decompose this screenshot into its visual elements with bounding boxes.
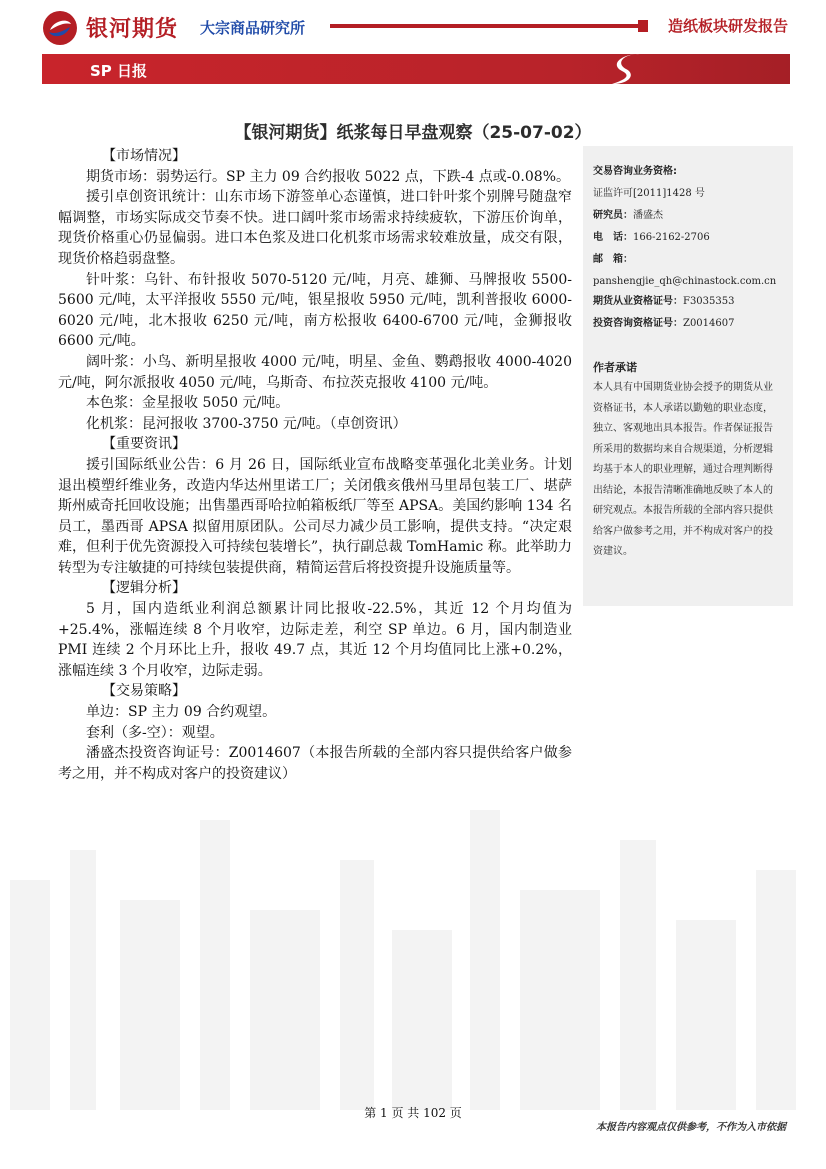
futures-cert-value: F3035353 (683, 296, 735, 307)
paragraph: 针叶浆：乌针、布针报收 5070-5120 元/吨，月亮、雄狮、马牌报收 5500-5600 元/吨，太平洋报收 5550 元/吨，银星报收 5950 元/吨，凯利普报收 6000-6020 元/吨，北木报收 6250 元/吨，南方松报收 6400-6700 元/吨，金狮报收 6600 元/吨。 (58, 271, 572, 350)
header-divider-cap (638, 20, 648, 32)
futures-cert-label: 期货从业资格证号： (593, 296, 683, 307)
invest-cert-value: Z0014607 (683, 318, 735, 329)
qualification-title: 交易咨询业务资格: (593, 166, 677, 177)
page-number: 第 1 页 共 102 页 (364, 1106, 462, 1120)
document-title: 【银河期货】纸浆每日早盘观察（25-07-02） (234, 123, 592, 143)
galaxy-logo-icon (42, 10, 78, 46)
pledge-text: 本人具有中国期货业协会授予的期货从业资格证书，本人承诺以勤勉的职业态度，独立、客观地出具本报告。作者保证报告所采用的数据均来自合规渠道，分析逻辑均基于本人的职业理解，通过合理判断得出结论，本报告清晰准确地反映了本人的研究观点。本报告所载的全部内容只提供给客户做参考之用，并不构成对客户的投资建议。 (593, 382, 773, 557)
invest-cert-row (593, 316, 734, 332)
logo-text: 银河期货 (86, 17, 179, 42)
section-heading-market: 【市场情况】 (102, 148, 186, 164)
researcher-label: 研究员： (593, 210, 633, 221)
header-divider (330, 24, 642, 28)
swoosh-icon (602, 50, 652, 88)
author-sidebar (583, 146, 793, 606)
paragraph: 5 月，国内造纸业利润总额累计同比报收-22.5%，其近 12 个月均值为+25.4%，涨幅连续 8 个月收窄，边际走差，利空 SP 单边。6 月，国内制造业 PMI 连续 2 个月环比上升，报收 49.7 点，其近 12 个月均值同比上涨+0.2%，涨幅连续 3 个月收窄，边际走弱。 (58, 601, 572, 679)
watermark-graphic (0, 790, 826, 1120)
institute-name: 大宗商品研究所 (200, 19, 306, 37)
phone-row (593, 230, 710, 246)
report-type: 造纸板块研发报告 (667, 17, 788, 35)
paragraph: 套利（多-空）：观望。 (86, 724, 224, 741)
paragraph: 潘盛杰投资咨询证号：Z0014607（本报告所载的全部内容只提供给客户做参考之用，并不构成对客户的投资建议） (58, 745, 572, 782)
futures-cert-row (593, 294, 734, 310)
researcher-row (593, 208, 663, 224)
section-heading-strategy: 【交易策略】 (102, 683, 186, 700)
email-label: 邮 箱： (593, 254, 633, 265)
header-band (42, 54, 790, 84)
paragraph: 期货市场：弱势运行。SP 主力 09 合约报收 5022 点，下跌-4 点或-0.08%。 (86, 168, 570, 185)
section-heading-news: 【重要资讯】 (102, 436, 186, 453)
invest-cert-label: 投资咨询资格证号： (593, 318, 683, 329)
email-value[interactable]: panshengjie_qh@chinastock.com.cn (593, 276, 777, 287)
researcher-name: 潘盛杰 (633, 210, 663, 221)
paragraph: 化机浆：昆河报收 3700-3750 元/吨。（卓创资讯） (86, 415, 407, 432)
paragraph: 援引国际纸业公告：6 月 26 日，国际纸业宣布战略变革强化北美业务。计划退出模塑纤维业务，改造内华达州里诺工厂；关闭俄亥俄州马里昂包装工厂、堪萨斯州威奇托回收设施；出售墨西哥哈拉帕箱板纸厂等至 APSA。美国约影响 134 名员工，墨西哥 APSA 拟留用原团队。公司尽力减少员工影响，提供支持。“决定艰难，但利于优先资源投入可持续包装增长”，执行副总裁 TomHamic 称。此举助力转型为专注敏捷的可持续包装提供商，精简运营后将投资提升设施质量等。 (58, 456, 572, 576)
paragraph: 援引卓创资讯统计：山东市场下游签单心态谨慎，进口针叶浆个别牌号随盘窄幅调整，市场实际成交节奏不快。进口阔叶浆市场需求持续疲软，下游压价询单，现货价格重心仍显偏弱。进口本色浆及进口化机浆市场需求较难放量，成交有限，现货价格趋弱盘整。 (58, 189, 572, 267)
phone-label: 电 话： (593, 232, 633, 243)
paragraph: 单边：SP 主力 09 合约观望。 (86, 704, 277, 721)
section-heading-logic: 【逻辑分析】 (102, 580, 186, 597)
paragraph: 本色浆：金星报收 5050 元/吨。 (86, 395, 290, 412)
main-content (58, 146, 572, 784)
qualification-value: 证监许可[2011]1428 号 (593, 188, 705, 199)
phone-value: 166-2162-2706 (633, 232, 710, 243)
pledge-title: 作者承诺 (593, 361, 637, 374)
report-header (0, 0, 826, 90)
band-label: SP 日报 (90, 62, 148, 80)
paragraph: 阔叶浆：小鸟、新明星报收 4000 元/吨，明星、金鱼、鹦鹉报收 4000-4020 元/吨，阿尔派报收 4050 元/吨，乌斯奇、布拉茨克报收 4100 元/吨。 (58, 353, 572, 391)
footer-disclaimer: 本报告内容观点仅供参考，不作为入市依据 (596, 1122, 786, 1133)
